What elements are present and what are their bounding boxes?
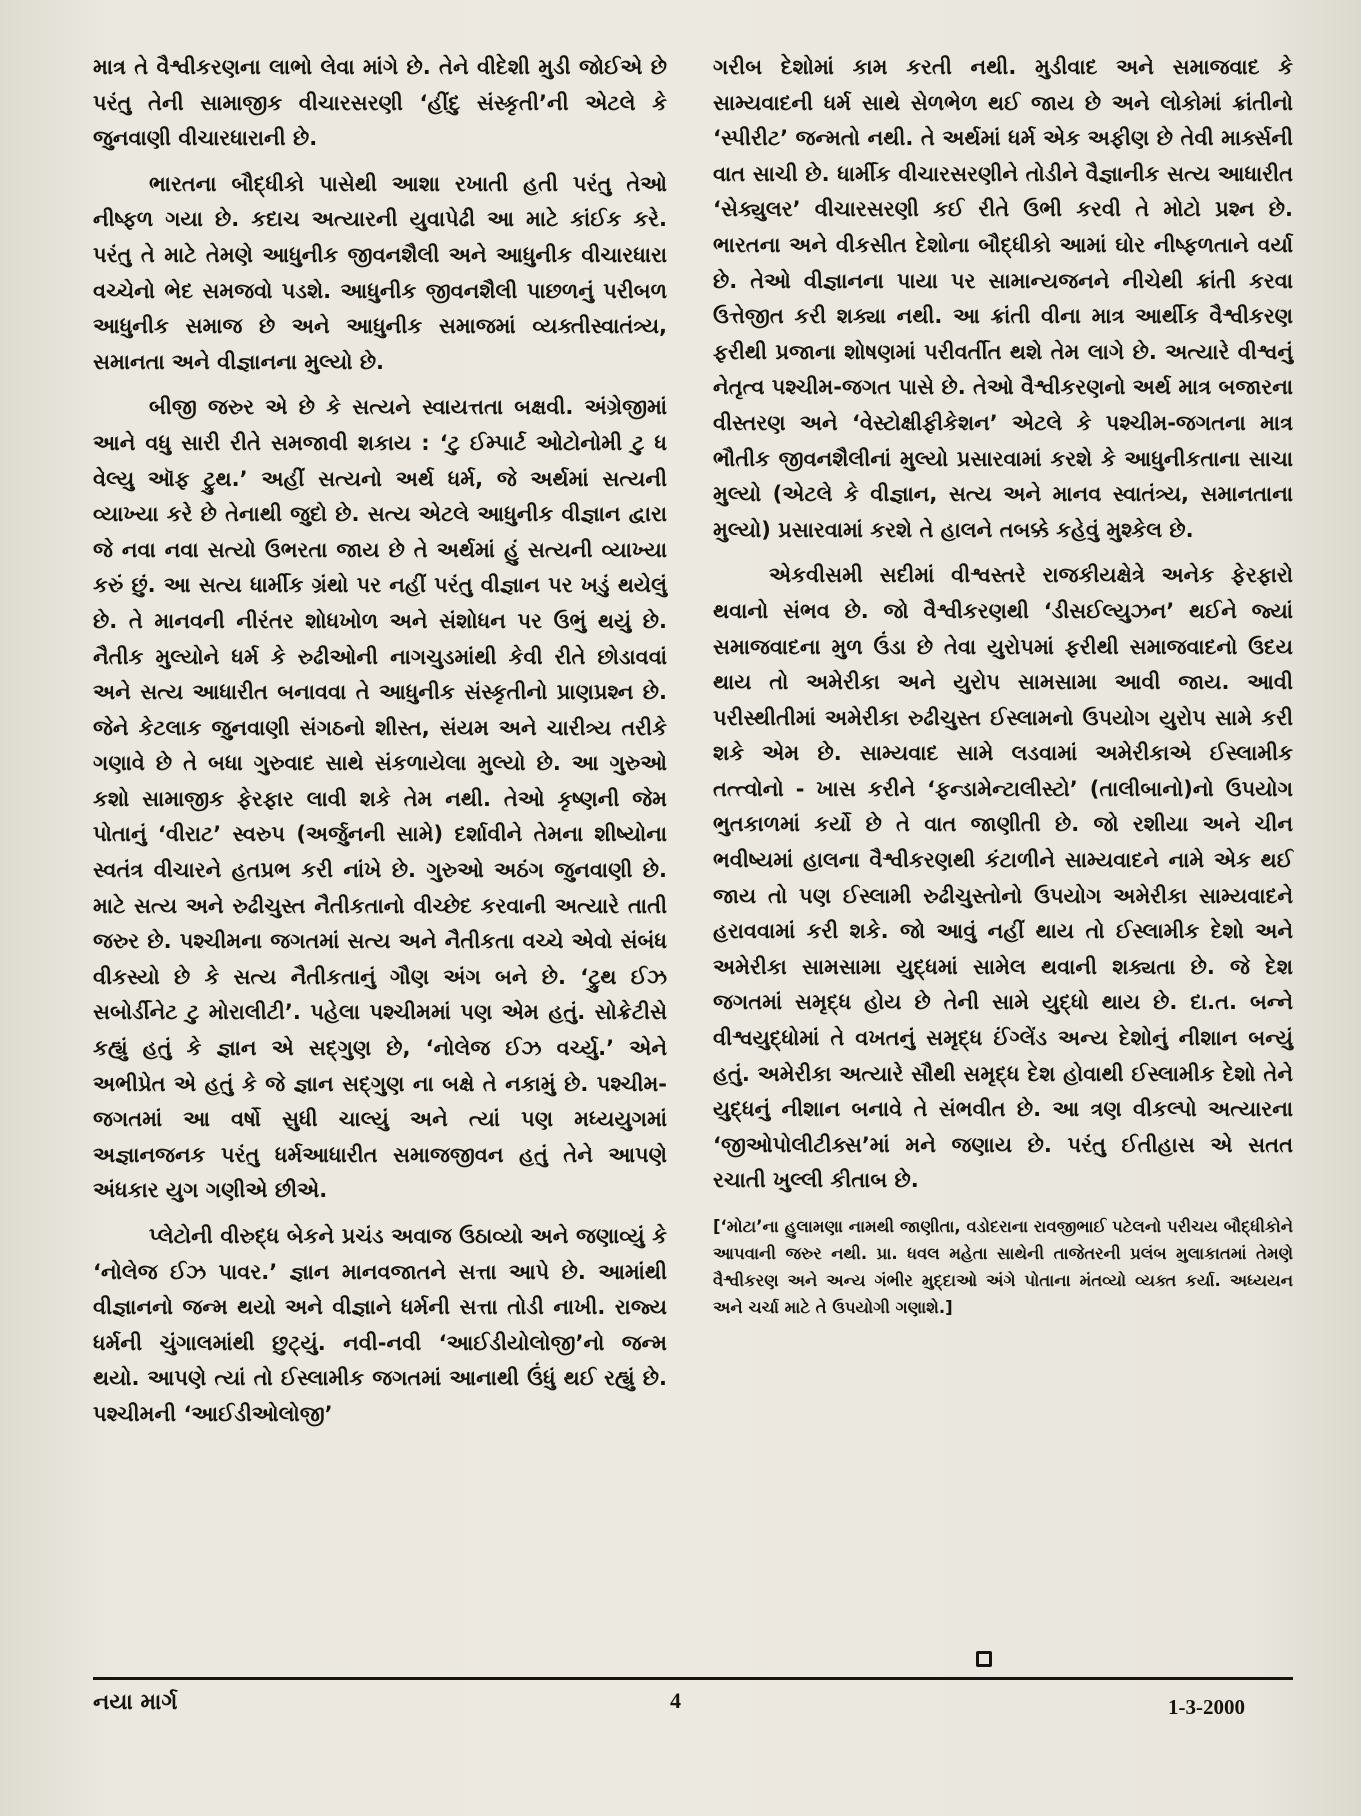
publication-name: નયા માર્ગ [93,1690,178,1715]
article-paragraph: પ્લેટોની વીરુદ્ધ બેકને પ્રચંડ અવાજ ઉઠાવ્યો અને જણાવ્યું કે ‘નોલેજ ઈઝ પાવર.’ જ્ઞાન માનવજાતને સત્તા આપે છે. આમાંથી વીજ્ઞાનનો જન્મ થયો અને વીજ્ઞાને ધર્મની સત્તા તોડી નાખી. રાજ્ય ધર્મની ચુંગાલમાંથી છુટ્યું. નવી-નવી ‘આઈડીયોલોજી’નો જન્મ થયો. આપણે ત્યાં તો ઈસ્લામીક જગતમાં આનાથી ઉંધું થઈ રહ્યું છે. પશ્ચીમની ‘આઈડીઓલોજી’ [93,1224,667,1426]
article-paragraph: બીજી જરુર એ છે કે સત્યને સ્વાયત્તતા બક્ષવી. અંગ્રેજીમાં આને વધુ સારી રીતે સમજાવી શકાય : ‘ટુ ઈમ્પાર્ટ ઓટોનોમી ટુ ધ વેલ્યુ ઑફ ટ્રુથ.’ અહીં સત્યનો અર્થ ધર્મ, જે અર્થમાં સત્યની વ્યાખ્યા કરે છે તેનાથી જુદો છે. સત્ય એટલે આધુનીક વીજ્ઞાન દ્વારા જે નવા નવા સત્યો ઉભરતા જાય છે તે અર્થમાં હું સત્યની વ્યાખ્યા કરું છું. આ સત્ય ધાર્મીક ગ્રંથો પર નહીં પરંતુ વીજ્ઞાન પર ખડું થયેલું છે. તે માનવની નીરંતર શોધખોળ અને સંશોધન પર ઉભું થયું છે. નૈતીક મુલ્યોને ધર્મ કે રુઢીઓની નાગચુડમાંથી કેવી રીતે છોડાવવાં અને સત્ય આધારીત બનાવવા તે આધુનીક સંસ્કૃતીનો પ્રાણપ્રશ્ન છે. જેને કેટલાક જુનવાણી સંગઠનો શીસ્ત, સંયમ અને ચારીત્ર્ય તરીકે ગણાવે છે તે બધા ગુરુવાદ સાથે સંકળાયેલા મુલ્યો છે. આ ગુરુઓ કશો સામાજીક ફેરફાર લાવી શકે તેમ નથી. તેઓ કૃષ્ણની જેમ પોતાનું ‘વીરાટ’ સ્વરુપ (અર્જુનની સામે) દર્શાવીને તેમના શીષ્યોના સ્વતંત્ર વીચારને હતપ્રભ કરી નાંખે છે. ગુરુઓ અઠંગ જુનવાણી છે. માટે સત્ય અને રુઢીચુસ્ત નૈતીકતાનો વીચ્છેદ કરવાની અત્યારે તાતી જરુર છે. પશ્ચીમના જગતમાં સત્ય અને નૈતીકતા વચ્ચે એવો સંબંધ વીકસ્યો છે કે સત્ય નૈતીકતાનું ગૌણ અંગ બને છે. ‘ટ્રુથ ઈઝ સબોર્ડીનેટ ટુ મોરાલીટી’. પહેલા પશ્ચીમમાં પણ એમ હતું. સોક્રેટીસે કહ્યું હતું કે જ્ઞાન એ સદ્ગુણ છે, ‘નોલેજ ઈઝ વર્ચ્યુ.’ એને અભીપ્રેત એ હતું કે જે જ્ઞાન સદ્ગુણ ના બક્ષે તે નકામું છે. પશ્ચીમ-જગતમાં આ વર્ષો સુધી ચાલ્યું અને ત્યાં પણ મધ્યયુગમાં અજ્ઞાનજનક પરંતુ ધર્મઆધારીત સમાજજીવન હતું તેને આપણે અંધકાર યુગ ગણીએ છીએ. [93,395,667,1203]
article-paragraph: ગરીબ દેશોમાં કામ કરતી નથી. મુડીવાદ અને સમાજવાદ કે સામ્યવાદની ધર્મ સાથે સેળભેળ થઈ જાય છે અને લોકોમાં ક્રાંતીનો ‘સ્પીરીટ’ જન્મતો નથી. તે અર્થમાં ધર્મ એક અફીણ છે તેવી માર્ક્સની વાત સાચી છે. ધાર્મીક વીચારસરણીને તોડીને વૈજ્ઞાનીક સત્ય આધારીત ‘સેક્યુલર’ વીચારસરણી કઈ રીતે ઉભી કરવી તે મોટો પ્રશ્ન છે. ભારતના અને વીકસીત દેશોના બૌદ્ધીકો આમાં ઘોર નીષ્ફળતાને વર્યા છે. તેઓ વીજ્ઞાનના પાયા પર સામાન્યજનને નીચેથી ક્રાંતી કરવા ઉત્તેજીત કરી શક્યા નથી. આ ક્રાંતી વીના માત્ર આર્થીક વૈશ્વીકરણ ફરીથી પ્રજાના શોષણમાં પરીવર્તીત થશે તેમ લાગે છે. અત્યારે વીશ્વનું નેતૃત્વ પશ્ચીમ-જગત પાસે છે. તેઓ વૈશ્વીકરણનો અર્થ માત્ર બજારના વીસ્તરણ અને ‘વેસ્ટોક્ષીફીકેશન’ એટલે કે પશ્ચીમ-જગતના માત્ર ભૌતીક જીવનશૈલીનાં મુલ્યો પ્રસારવામાં કરશે કે આધુનીકતાના સાચા મુલ્યો (એટલે કે વીજ્ઞાન, સત્ય અને માનવ સ્વાતંત્ર્ય, સમાનતાના મુલ્યો) પ્રસારવામાં કરશે તે હાલને તબક્કે કહેવું મુશ્કેલ છે. [713,55,1293,542]
issue-date: 1-3-2000 [1168,1695,1245,1719]
author-note: [‘મોટા’ના હુલામણા નામથી જાણીતા, વડોદરાના રાવજીભાઈ પટેલનો પરીચય બૌદ્ધીકોને આપવાની જરુર નથી. પ્રા. ધવલ મહેતા સાથેની તાજેતરની પ્રલંબ મુલાકાતમાં તેમણે વૈશ્વીકરણ અને અન્ય ગંભીર મુદ્દાઓ અંગે પોતાના મંતવ્યો વ્યક્ત કર્યા. અધ્યયન અને ચર્ચા માટે તે ઉપયોગી ગણાશે.] [713,1217,1293,1317]
article-paragraph: ભારતના બૌદ્ધીકો પાસેથી આશા રખાતી હતી પરંતુ તેઓ નીષ્ફળ ગયા છે. કદાચ અત્યારની યુવાપેઢી આ માટે કાંઈક કરે. પરંતુ તે માટે તેમણે આધુનીક જીવનશૈલી અને આધુનીક વીચારધારા વચ્ચેનો ભેદ સમજવો પડશે. આધુનીક જીવનશૈલી પાછળનું પરીબળ આધુનીક સમાજ છે અને આધુનીક સમાજમાં વ્યક્તીસ્વાતંત્ર્ય, સમાનતા અને વીજ્ઞાનના મુલ્યો છે. [93,171,667,374]
article-paragraph: માત્ર તે વૈશ્વીકરણના લાભો લેવા માંગે છે. તેને વીદેશી મુડી જોઈએ છે પરંતુ તેની સામાજીક વીચારસરણી ‘હીંદુ સંસ્કૃતી’ની એટલે કે જુનવાણી વીચારધારાની છે. [93,55,667,151]
footer-divider [93,1677,1293,1680]
page-number: 4 [670,1688,681,1713]
article-paragraph: એકવીસમી સદીમાં વીશ્વસ્તરે રાજકીયક્ષેત્રે અનેક ફેરફારો થવાનો સંભવ છે. જો વૈશ્વીકરણથી ‘ડીસઈલ્યુઝન’ થઈને જ્યાં સમાજવાદના મુળ ઉંડા છે તેવા યુરોપમાં ફરીથી સમાજવાદનો ઉદય થાય તો અમેરીકા અને યુરોપ સામસામા આવી જાય. આવી પરીસ્થીતીમાં અમેરીકા રુઢીચુસ્ત ઈસ્લામનો ઉપયોગ યુરોપ સામે કરી શકે એમ છે. સામ્યવાદ સામે લડવામાં અમેરીકાએ ઈસ્લામીક તત્ત્વોનો - ખાસ કરીને ‘ફન્ડામેન્ટાલીસ્ટો’ (તાલીબાનો)નો ઉપયોગ ભુતકાળમાં કર્યો છે તે વાત જાણીતી છે. જો રશીયા અને ચીન ભવીષ્યમાં હાલના વૈશ્વીકરણથી કંટાળીને સામ્યવાદને નામે એક થઈ જાય તો પણ ઈસ્લામી રુઢીચુસ્તોનો ઉપયોગ અમેરીકા સામ્યવાદને હરાવવામાં કરી શકે. જો આવું નહીં થાય તો ઈસ્લામીક દેશો અને અમેરીકા સામસામા યુદ્ધમાં સામેલ થવાની શક્યતા છે. જે દેશ જગતમાં સમૃદ્ધ હોય છે તેની સામે યુદ્ધો થાય છે. દા.ત. બન્ને વીશ્વયુદ્ધોમાં તે વખતનું સમૃદ્ધ ઈંગ્લેંડ અન્ય દેશોનું નીશાન બન્યું હતું. અમેરીકા અત્યારે સૌથી સમૃદ્ધ દેશ હોવાથી ઈસ્લામીક દેશો તેને યુદ્ધનું નીશાન બનાવે તે સંભવીત છે. આ ત્રણ વીકલ્પો અત્યારના ‘જીઓપોલીટીક્સ’માં મને જણાય છે. પરંતુ ઈતીહાસ એ સતત રચાતી ખુલ્લી કીતાબ છે. [713,563,1293,1193]
right-column [713,50,1293,1321]
left-column [93,50,667,1443]
end-of-article-mark [976,1651,992,1667]
